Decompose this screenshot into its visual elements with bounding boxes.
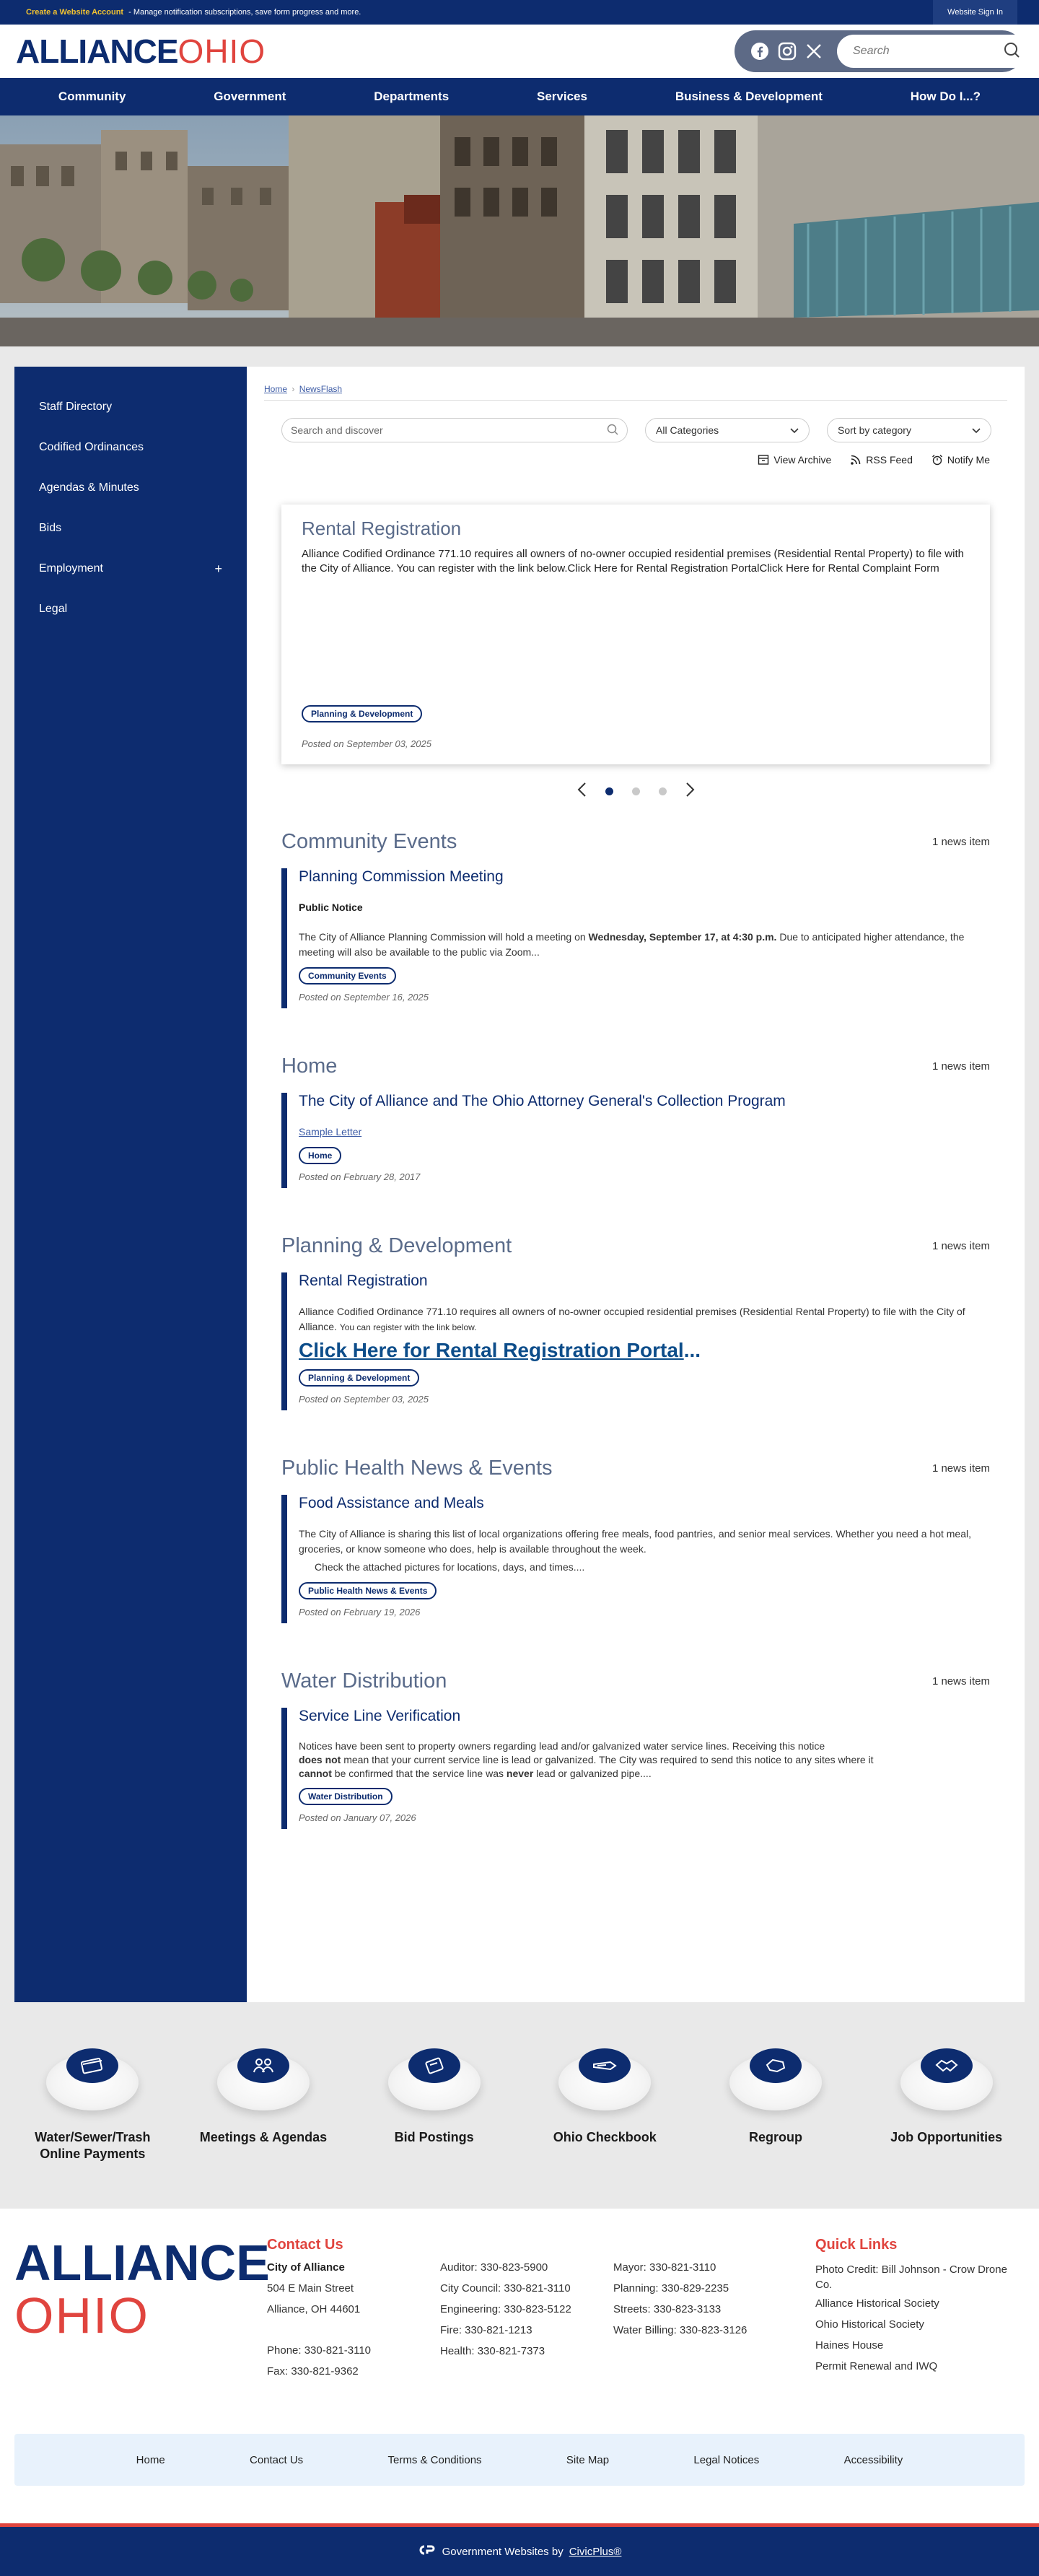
hero-street-image — [0, 115, 1039, 346]
news-count: 1 news item — [931, 1675, 990, 1688]
phone: Phone: 330-821-3110 — [267, 2344, 372, 2357]
tile-label: Job Opportunities — [890, 2130, 1003, 2144]
search-icon[interactable] — [1003, 41, 1020, 62]
footer-link-sitemap[interactable]: Site Map — [566, 2453, 610, 2466]
tile-bid-postings[interactable] — [359, 2014, 510, 2209]
hero-banner — [0, 115, 1039, 346]
address-line-1: 504 E Main Street — [267, 2282, 354, 2295]
news-search-input[interactable] — [281, 418, 628, 442]
tile-label: Regroup — [748, 2130, 802, 2144]
sidebar-item-staff-directory[interactable] — [14, 387, 247, 427]
contact-heading: Contact Us — [267, 2237, 343, 2253]
tile-ohio-checkbook[interactable] — [529, 2014, 680, 2209]
view-archive-label: View Archive — [773, 454, 832, 466]
body-bold-text: cannot — [299, 1768, 332, 1780]
footer-logo-light: OHIO — [14, 2287, 149, 2344]
sign-in-button[interactable]: Website Sign In — [933, 0, 1017, 25]
alarm-icon — [931, 454, 943, 466]
sidebar-item-agendas-minutes[interactable] — [14, 468, 247, 508]
main-nav — [0, 78, 1039, 115]
news-filters — [264, 418, 1007, 442]
body-text: be confirmed that the service line was — [331, 1768, 507, 1780]
carousel-dot-3[interactable] — [659, 787, 667, 795]
section-title[interactable]: Public Health News & Events — [281, 1457, 553, 1480]
chevron-down-icon — [972, 424, 981, 436]
tile-job-opportunities[interactable] — [871, 2014, 1022, 2209]
nav-government[interactable]: Government — [214, 89, 286, 103]
news-item-title[interactable]: Planning Commission Meeting — [299, 868, 504, 885]
nav-business-development[interactable]: Business & Development — [675, 89, 823, 103]
carousel-dot-1[interactable] — [605, 787, 613, 795]
footer-link-home[interactable]: Home — [136, 2453, 165, 2466]
credit-text: Government Websites by — [442, 2545, 564, 2558]
phone-entry: Planning: 330-829-2235 — [613, 2282, 729, 2295]
footer-contact — [267, 2237, 440, 2434]
body-text: Notices have been sent to property owners regarding lead and/or galvanized water service lines. Receiving this notice — [299, 1740, 825, 1752]
news-item — [281, 1093, 990, 1188]
news-item-body — [299, 1125, 990, 1140]
news-item-indent: Check the attached pictures for locations, days, and times.... — [315, 1561, 585, 1573]
rss-icon — [850, 454, 862, 466]
category-tag[interactable]: Planning & Development — [299, 1369, 419, 1387]
news-item-body — [299, 1739, 990, 1781]
featured-news-card[interactable] — [281, 505, 990, 764]
footer-quick-links — [815, 2237, 1025, 2434]
section-header — [281, 1055, 990, 1078]
category-tag[interactable]: Planning & Development — [302, 705, 422, 722]
address-line-2: Alliance, OH 44601 — [267, 2303, 361, 2315]
fax: Fax: 330-821-9362 — [267, 2365, 359, 2378]
notify-me-label: Notify Me — [947, 454, 990, 466]
quick-link[interactable]: Alliance Historical Society — [815, 2297, 939, 2310]
section-header — [281, 1457, 990, 1480]
regroup-icon — [750, 2048, 802, 2083]
tile-disc — [729, 2054, 822, 2110]
body-bold-text: Wednesday, September 17, at 4:30 p.m. — [588, 931, 777, 943]
section-planning-development — [281, 1234, 990, 1410]
sidebar-item-codified-ordinances[interactable] — [14, 427, 247, 468]
payment-icon — [66, 2048, 118, 2083]
sidebar — [14, 367, 247, 2002]
news-item-title[interactable]: Food Assistance and Meals — [299, 1495, 484, 1512]
sidebar-item-label: Codified Ordinances — [39, 441, 144, 453]
carousel-dot-2[interactable] — [632, 787, 640, 795]
archive-icon — [758, 454, 769, 466]
category-tag[interactable]: Public Health News & Events — [299, 1582, 437, 1599]
footer-logo-bold: ALLIANCE — [14, 2235, 270, 2291]
quick-tiles — [0, 2014, 1039, 2209]
news-item-body: The City of Alliance is sharing this list of local organizations offering free meals, food pantries, and senior meal services. Whether you need a hot meal, groceries, or know someone who does, help is available throughout the week. — [299, 1528, 971, 1555]
news-item — [281, 868, 990, 1008]
footer-dept-phones-2 — [613, 2237, 815, 2434]
phone-entry: Engineering: 330-823-5122 — [440, 2303, 571, 2315]
section-header — [281, 1234, 990, 1258]
news-item-body — [299, 1304, 990, 1335]
tile-disc — [46, 2054, 139, 2110]
city-name-text: City of Alliance — [267, 2261, 345, 2274]
tile-disc — [388, 2054, 481, 2110]
expand-icon[interactable]: + — [214, 561, 222, 576]
body-text: The City of Alliance Planning Commission will hold a meeting on — [299, 931, 589, 943]
quick-link[interactable]: Photo Credit: Bill Johnson - Crow Drone Co. — [815, 2263, 1007, 2291]
footer-link-legal[interactable]: Legal Notices — [693, 2453, 760, 2466]
tile-disc — [217, 2054, 310, 2110]
posted-date: Posted on February 28, 2017 — [299, 1171, 421, 1182]
city-name — [267, 2262, 440, 2273]
section-title[interactable]: Planning & Development — [281, 1234, 512, 1257]
tile-meetings-agendas[interactable] — [188, 2014, 339, 2209]
tile-label: Ohio Checkbook — [553, 2130, 657, 2144]
phone-entry: Water Billing: 330-823-3126 — [613, 2324, 748, 2336]
tile-disc — [558, 2054, 651, 2110]
news-count: 1 news item — [931, 836, 990, 848]
site-search-input[interactable] — [853, 45, 1003, 58]
posted-date: Posted on September 03, 2025 — [299, 1394, 429, 1405]
nav-services[interactable]: Services — [537, 89, 587, 103]
ellipsis: ... — [683, 1339, 701, 1361]
account-notice-text: - Manage notification subscriptions, save form progress and more. — [128, 8, 361, 17]
body-text: lead or galvanized pipe.... — [533, 1768, 652, 1780]
tile-label: Bid Postings — [394, 2130, 474, 2144]
civicplus-logo-icon — [418, 2545, 437, 2558]
facebook-icon[interactable] — [750, 40, 769, 62]
body-bold-text: never — [506, 1768, 534, 1780]
handshake-icon — [921, 2048, 973, 2083]
nav-community[interactable]: Community — [58, 89, 126, 103]
footer-link-accessibility[interactable]: Accessibility — [843, 2453, 903, 2466]
site-footer — [0, 2209, 1039, 2576]
posted-date: Posted on January 07, 2026 — [299, 1812, 416, 1824]
civicplus-link[interactable]: CivicPlus® — [569, 2545, 622, 2558]
chevron-down-icon — [790, 424, 799, 436]
nav-how-do-i[interactable]: How Do I...? — [910, 89, 981, 103]
breadcrumb-home[interactable]: Home — [264, 384, 288, 394]
checkbook-icon — [579, 2048, 631, 2083]
rss-feed-link[interactable] — [850, 454, 913, 466]
news-item-title[interactable]: The City of Alliance and The Ohio Attorney General's Collection Program — [299, 1093, 786, 1109]
news-item-body — [299, 930, 990, 960]
quick-links-heading: Quick Links — [815, 2237, 898, 2253]
section-title[interactable]: Home — [281, 1055, 338, 1078]
bid-icon — [408, 2048, 460, 2083]
tile-disc — [900, 2054, 993, 2110]
section-water-distribution — [281, 1669, 990, 1829]
nav-departments[interactable]: Departments — [374, 89, 450, 103]
footer-logo[interactable] — [14, 2235, 270, 2434]
sidebar-item-label: Employment — [39, 562, 103, 575]
credit-bar — [0, 2527, 1039, 2576]
section-title[interactable]: Community Events — [281, 830, 457, 853]
breadcrumb-current[interactable]: NewsFlash — [299, 384, 343, 394]
sidebar-item-label: Staff Directory — [39, 401, 113, 413]
category-tag[interactable]: Water Distribution — [299, 1788, 393, 1805]
news-item — [281, 1272, 990, 1410]
phone-entry: Streets: 330-823-3133 — [613, 2303, 722, 2315]
posted-date: Posted on February 19, 2026 — [299, 1607, 421, 1618]
rss-feed-label: RSS Feed — [866, 454, 913, 466]
tile-label: Water/Sewer/Trash Online Payments — [35, 2130, 151, 2162]
phone-entry: Auditor: 330-823-5900 — [440, 2261, 548, 2274]
body-text: Alliance Codified Ordinance 771.10 requires all owners of no-owner occupied residential premises (Residential Rental Property) to file with the City of Alliance. — [299, 1306, 965, 1332]
meetings-icon — [237, 2048, 289, 2083]
news-count: 1 news item — [931, 1462, 990, 1475]
header-tools — [735, 30, 1023, 72]
featured-title[interactable]: Rental Registration — [302, 518, 462, 539]
body-bold-text: does not — [299, 1754, 341, 1766]
featured-body: Alliance Codified Ordinance 771.10 requires all owners of no-owner occupied residential premises (Residential Rental Property) to file with the City of Alliance. You can register with the link below.Click Here for Rental Registration PortalClick Here for Rental Complaint Form — [302, 548, 964, 575]
sidebar-item-label: Bids — [39, 522, 62, 534]
news-count: 1 news item — [931, 1240, 990, 1252]
site-header — [0, 25, 1039, 78]
body-text: mean that your current service line is lead or galvanized. The City was required to send this notice to any sites where it — [341, 1754, 874, 1766]
section-home — [281, 1055, 990, 1188]
phone-entry: City Council: 330-821-3110 — [440, 2282, 571, 2295]
news-item — [281, 1495, 990, 1623]
content-area — [14, 367, 1025, 2002]
category-tag[interactable]: Community Events — [299, 967, 396, 984]
notify-me-link[interactable] — [931, 454, 990, 466]
posted-date: Posted on September 03, 2025 — [302, 738, 431, 749]
phone-entry: Mayor: 330-821-3110 — [613, 2261, 716, 2274]
chevron-left-icon[interactable] — [577, 782, 587, 801]
sidebar-item-employment[interactable] — [14, 549, 247, 589]
sidebar-item-label: Agendas & Minutes — [39, 481, 139, 494]
sort-select-value: Sort by category — [838, 424, 911, 436]
x-icon[interactable] — [805, 40, 823, 62]
news-item-title[interactable]: Service Line Verification — [299, 1708, 461, 1725]
site-logo[interactable] — [16, 32, 266, 71]
sidebar-item-label: Legal — [39, 603, 68, 615]
footer-dept-phones — [440, 2237, 613, 2434]
quick-link[interactable]: Permit Renewal and IWQ — [815, 2360, 938, 2372]
rental-portal-link[interactable]: Click Here for Rental Registration Portal — [299, 1339, 684, 1361]
portal-link-row — [299, 1337, 990, 1363]
account-notice — [26, 8, 361, 17]
section-community-events — [281, 830, 990, 1008]
footer-links-bar — [14, 2434, 1025, 2486]
news-main — [247, 367, 1025, 2002]
section-public-health — [281, 1457, 990, 1623]
logo-bold-text: ALLIANCE — [16, 32, 178, 70]
news-item-title[interactable]: Rental Registration — [299, 1272, 428, 1289]
tile-water-payments[interactable] — [17, 2014, 168, 2209]
footer-top — [0, 2209, 1039, 2434]
carousel-controls — [264, 782, 1007, 801]
section-header — [281, 830, 990, 854]
quick-link[interactable]: Ohio Historical Society — [815, 2318, 924, 2331]
sidebar-item-legal[interactable] — [14, 589, 247, 629]
tile-regroup[interactable] — [700, 2014, 851, 2209]
phone-entry: Health: 330-821-7373 — [440, 2345, 545, 2357]
chevron-right-icon[interactable] — [685, 782, 696, 801]
top-bar — [0, 0, 1039, 25]
sort-select[interactable] — [827, 418, 991, 442]
phone-entry: Fire: 330-821-1213 — [440, 2324, 532, 2336]
news-search-placeholder: Search and discover — [291, 424, 383, 436]
instagram-icon[interactable] — [778, 40, 797, 62]
breadcrumb-separator: › — [291, 384, 295, 394]
category-tag[interactable]: Home — [299, 1147, 341, 1164]
section-title[interactable]: Water Distribution — [281, 1669, 447, 1693]
site-search — [837, 35, 1030, 68]
posted-date: Posted on September 16, 2025 — [299, 992, 429, 1003]
news-item — [281, 1708, 990, 1829]
tile-label: Meetings & Agendas — [199, 2130, 328, 2144]
news-tools — [264, 454, 1007, 466]
news-item-subhead: Public Notice — [299, 901, 363, 913]
breadcrumb — [264, 384, 1007, 401]
search-icon[interactable] — [607, 424, 618, 437]
footer-link-contact[interactable]: Contact Us — [249, 2453, 304, 2466]
quick-link[interactable]: Haines House — [815, 2339, 884, 2352]
body-text: Due to anticipated higher attendance, the meeting will also be available to the public via Zoom... — [299, 931, 965, 958]
footer-link-terms[interactable]: Terms & Conditions — [387, 2453, 482, 2466]
category-select[interactable] — [645, 418, 810, 442]
view-archive-link[interactable] — [758, 454, 831, 466]
create-account-link[interactable]: Create a Website Account — [26, 8, 124, 17]
category-select-value: All Categories — [656, 424, 719, 436]
logo-light-text: OHIO — [177, 32, 266, 70]
sample-letter-link[interactable]: Sample Letter — [299, 1126, 362, 1138]
section-header — [281, 1669, 990, 1693]
body-small-text: You can register with the link below. — [339, 1322, 477, 1332]
sidebar-item-bids[interactable] — [14, 508, 247, 549]
news-count: 1 news item — [931, 1060, 990, 1073]
